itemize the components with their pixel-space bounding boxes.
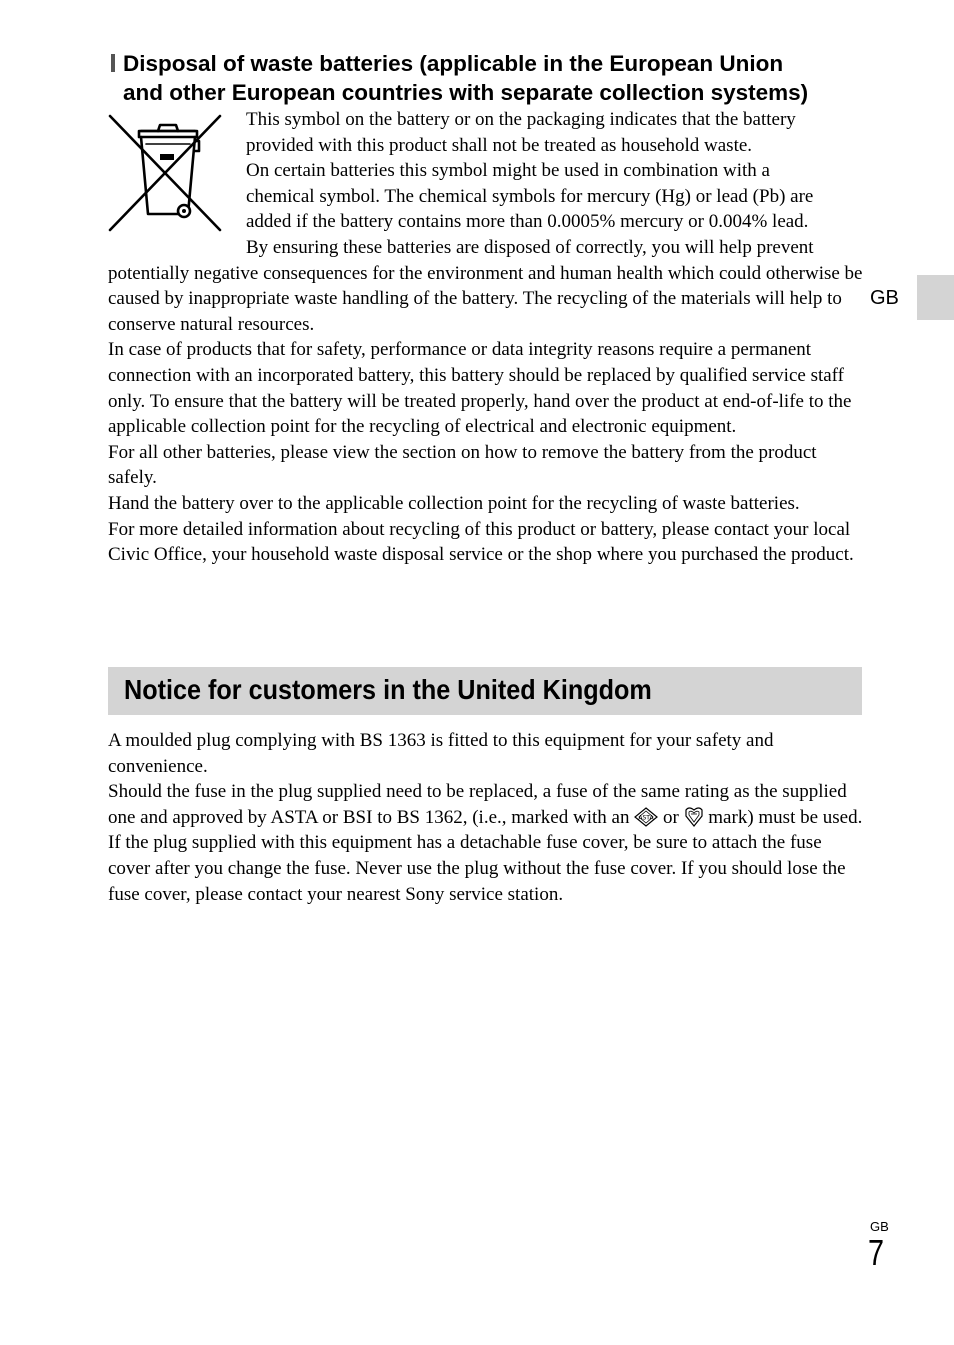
- fuse-text-or: or: [662, 806, 679, 828]
- svg-text:ASTA: ASTA: [638, 814, 654, 822]
- uk-notice-title: Notice for customers in the United Kingdom: [124, 674, 652, 705]
- fuse-text-before: Should the fuse in the plug supplied need to be replaced, a fuse of the same rating as the supplied one and approved by ASTA or BSI to BS 1362, (i.e., marked with an: [108, 781, 847, 828]
- text-beside-icon: [108, 107, 865, 261]
- side-tab: [917, 275, 954, 320]
- paragraph-continuation: potentially negative consequences for the environment and human health which could otherwise be caused by inappropriate waste handling of the battery. The recycling of the materials will help to conserve natural resources.: [108, 262, 863, 335]
- beside-icon-line: On certain batteries this symbol might be used in combination with a: [246, 160, 770, 182]
- side-tab-label: GB: [870, 287, 899, 309]
- beside-icon-line: chemical symbol. The chemical symbols for mercury (Hg) or lead (Pb) are: [246, 185, 814, 207]
- paragraph-fuse-replacement: [108, 779, 865, 830]
- paragraph-fuse-cover: If the plug supplied with this equipment has a detachable fuse cover, be sure to attach the fuse cover after you change the fuse. Never use the plug without the fuse cover. If you should lose the fuse cover, please contact your nearest Sony service station.: [108, 832, 846, 905]
- page-number: 7: [868, 1232, 885, 1273]
- page-number-prefix: GB: [870, 1219, 889, 1234]
- paragraph-handover: Hand the battery over to the applicable collection point for the recycling of waste batteries.: [108, 492, 800, 514]
- beside-icon-line: This symbol on the battery or on the packaging indicates that the battery: [246, 109, 796, 130]
- paragraph-incorporated-battery: In case of products that for safety, performance or data integrity reasons require a permanent connection with an incorporated battery, this battery should be replaced by qualified service staff only. To ensure that the battery will be treated properly, hand over the product at end-of-life to the applicable collection point for the recycling of electrical and electronic equipment.: [108, 339, 852, 438]
- battery-section-body: [108, 107, 865, 568]
- beside-icon-line: By ensuring these batteries are disposed of correctly, you will help prevent: [246, 236, 814, 258]
- paragraph-more-info: For more detailed information about recycling of this product or battery, please contact your local Civic Office, your household waste disposal service or the shop where you purchased the product.: [108, 518, 854, 566]
- heading-line-2: and other European countries with separate collection systems): [123, 80, 809, 105]
- fuse-text-after: mark) must be used.: [708, 806, 863, 828]
- asta-mark-icon: [634, 807, 658, 827]
- heading-line-1: Disposal of waste batteries (applicable in the European Union: [123, 51, 784, 76]
- beside-icon-line: added if the battery contains more than 0.0005% mercury or 0.004% lead.: [246, 211, 809, 233]
- battery-section-heading: [108, 49, 868, 107]
- paragraph-moulded-plug: A moulded plug complying with BS 1363 is fitted to this equipment for your safety and convenience.: [108, 730, 774, 777]
- heading-marker-bar: [111, 54, 115, 72]
- uk-section-body: [108, 728, 865, 907]
- paragraph-other-batteries: For all other batteries, please view the section on how to remove the battery from the product safely.: [108, 441, 817, 489]
- beside-icon-line: provided with this product shall not be treated as household waste.: [246, 134, 753, 156]
- bsi-kitemark-icon: [684, 805, 704, 827]
- uk-notice-title-box: [108, 667, 862, 715]
